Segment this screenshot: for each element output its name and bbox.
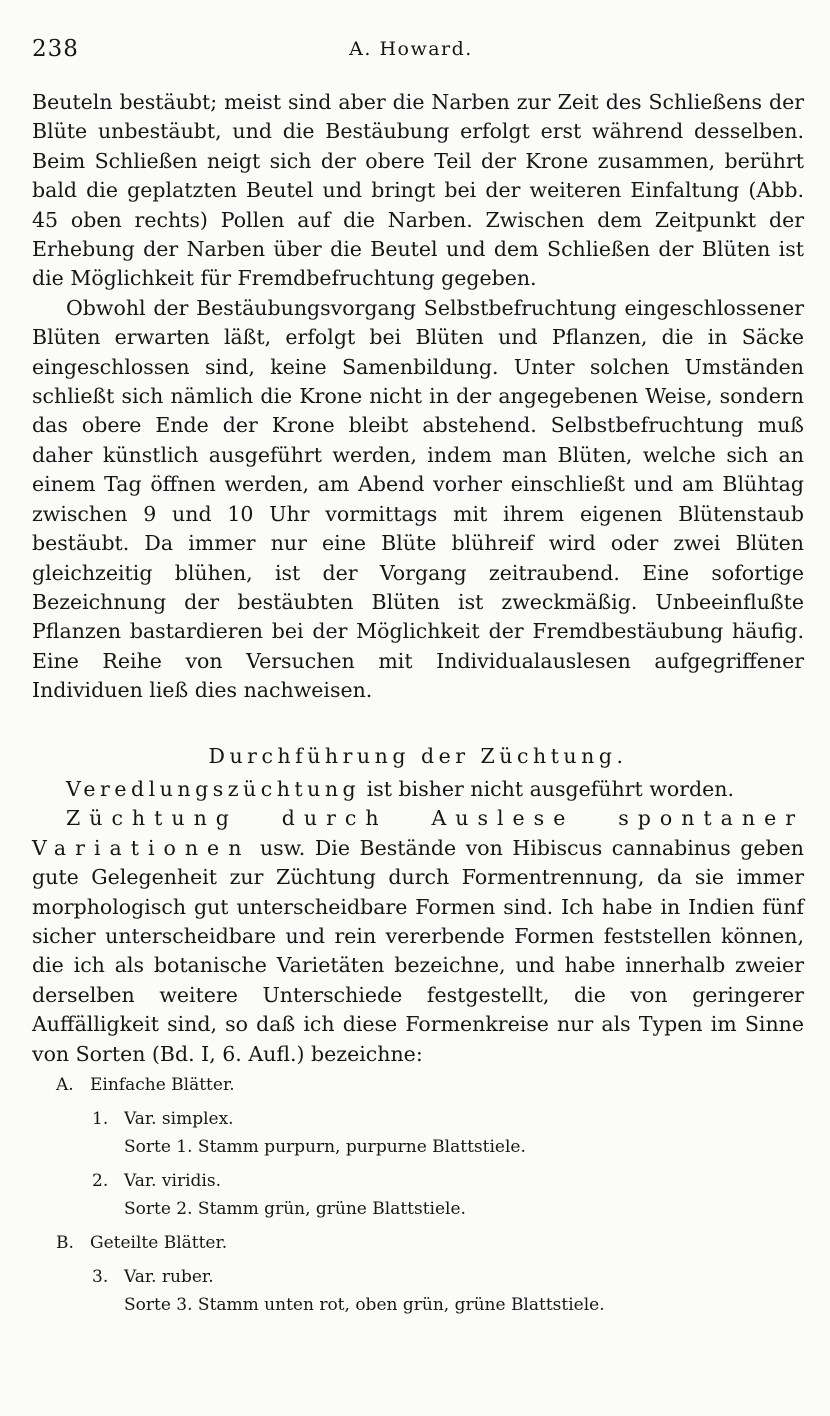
variety-1-marker: 1.	[92, 1109, 109, 1129]
variety-2	[32, 1167, 804, 1195]
paragraph-selection-breeding	[32, 804, 804, 1069]
group-b-marker: B.	[56, 1233, 74, 1253]
paragraph-pollination: Beuteln bestäubt; meist sind aber die Narben zur Zeit des Schließens der Blüte unbestäubt, und die Bestäubung erfolgt erst während desselben. Beim Schließen neigt sich der obere Teil der Krone zusammen, berührt bald die geplatzten Beutel und bringt bei der weiteren Einfaltung (Abb. 45 oben rechts) Pollen auf die Narben. Zwischen dem Zeitpunkt der Erhebung der Narben über die Beutel und dem Schließen der Blüten ist die Möglichkeit für Fremdbefruchtung gegeben.	[32, 90, 804, 291]
variety-3-marker: 3.	[92, 1267, 109, 1287]
variety-1-label: Var. simplex.	[124, 1109, 234, 1129]
variety-3	[32, 1263, 804, 1291]
paragraph-refinement-text: ist bisher nicht ausgeführt worden.	[360, 776, 734, 801]
running-head: A. Howard.	[349, 38, 473, 60]
variety-3-label: Var. ruber.	[124, 1267, 214, 1287]
group-b	[32, 1229, 804, 1257]
variety-classification	[32, 1071, 804, 1319]
group-a-marker: A.	[56, 1075, 74, 1095]
paragraph-self-fertilization: Obwohl der Bestäubungsvorgang Selbstbefruchtung eingeschlossener Blüten erwarten läßt, erfolgt bei Blüten und Pflanzen, die in Säcke eingeschlossen sind, keine Samenbildung. Unter solchen Umständen schließt sich nämlich die Krone nicht in der angegebenen Weise, sondern das obere Ende der Krone bleibt abstehend. Selbstbefruchtung muß daher künstlich ausgeführt werden, indem man Blüten, welche sich an einem Tag öffnen werden, am Abend vorher einschließt und am Blühtag zwischen 9 und 10 Uhr vormittags mit ihrem eigenen Blütenstaub bestäubt. Da immer nur eine Blüte blühreif wird oder zwei Blüten gleichzeitig blühen, ist der Vorgang zeitraubend. Eine sofortige Bezeichnung der bestäubten Blüten ist zweckmäßig. Unbeeinflußte Pflanzen bastardieren bei der Möglichkeit der Fremdbestäubung häufig. Eine Reihe von Versuchen mit Individualauslesen aufgegriffener Individuen ließ dies nachweisen.	[32, 295, 804, 703]
section-heading: Durchführung der Züchtung.	[208, 743, 628, 768]
sorte-2: Sorte 2. Stamm grün, grüne Blattstiele.	[124, 1199, 466, 1219]
variety-2-label: Var. viridis.	[124, 1171, 221, 1191]
sorte-1: Sorte 1. Stamm purpurn, purpurne Blattstiele.	[124, 1137, 526, 1157]
sorte-3: Sorte 3. Stamm unten rot, oben grün, grüne Blattstiele.	[124, 1295, 605, 1315]
variety-2-marker: 2.	[92, 1171, 109, 1191]
spaced-term-auslese: Züchtung durch Auslese spontaner Variationen	[32, 806, 804, 860]
paragraph-selection-text: usw. Die Bestände von Hibiscus cannabinus geben gute Gelegenheit zur Züchtung durch Formentrennung, da sie immer morphologisch gut unterscheidbare Formen sind. Ich habe in Indien fünf sicher unterscheidbare und rein vererbende Formen feststellen können, die ich als botanische Varietäten bezeichne, und habe innerhalb zweier derselben weitere Unterschiede festgestellt, die von geringerer Auffälligkeit sind, so daß ich diese Formenkreise nur als Typen im Sinne von Sorten (Bd. I, 6. Aufl.) bezeichne:	[32, 835, 804, 1066]
body-text	[32, 88, 804, 1323]
spaced-term-veredlungszuechtung: Veredlungszüchtung	[66, 776, 361, 801]
group-a-label: Einfache Blätter.	[90, 1075, 235, 1095]
group-a	[32, 1071, 804, 1099]
variety-1	[32, 1105, 804, 1133]
page-number: 238	[32, 36, 79, 62]
page-header	[32, 36, 790, 70]
group-b-label: Geteilte Blätter.	[90, 1233, 228, 1253]
paragraph-refinement-breeding	[32, 775, 804, 804]
